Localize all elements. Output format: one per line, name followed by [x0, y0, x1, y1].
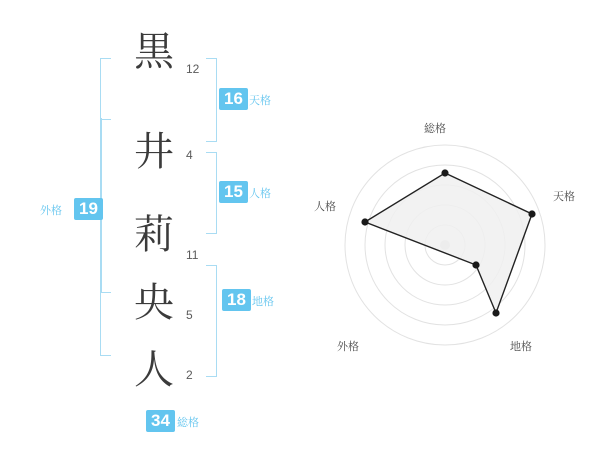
kanji-char-1: 黒 [134, 29, 174, 75]
kaku-value-gaikaku: 19 [74, 198, 103, 220]
name-stroke-panel [0, 0, 300, 470]
bracket-gaikaku-top [100, 58, 111, 120]
radar-label-chikaku: 地格 [510, 340, 532, 353]
radar-point-soukaku [441, 169, 448, 176]
radar-point-tenkaku [528, 210, 535, 217]
stroke-count-1: 12 [186, 62, 200, 76]
kaku-value-chikaku: 18 [222, 289, 251, 311]
radar-label-soukaku: 総格 [424, 122, 446, 135]
radar-label-gaikaku: 外格 [337, 340, 359, 353]
radar-svg [300, 0, 600, 470]
kaku-label-chikaku: 地格 [252, 295, 274, 308]
kanji-char-3: 莉 [134, 212, 174, 258]
stroke-count-5: 2 [186, 368, 193, 382]
kanji-char-5: 人 [134, 347, 174, 393]
kanji-char-4: 央 [134, 280, 174, 326]
radar-label-tenkaku: 天格 [553, 190, 575, 203]
radar-point-chikaku [492, 309, 499, 316]
bracket-tenkaku [206, 58, 217, 142]
bracket-gaikaku-bottom [100, 292, 111, 356]
stroke-count-2: 4 [186, 148, 193, 162]
kaku-value-jinkaku: 15 [219, 181, 248, 203]
kanji-char-2: 井 [134, 129, 174, 175]
radar-point-gaikaku [472, 261, 479, 268]
stroke-count-4: 5 [186, 308, 193, 322]
radar-chart [300, 0, 600, 470]
bracket-jinkaku [206, 152, 217, 234]
radar-label-jinkaku: 人格 [314, 200, 336, 213]
kaku-label-soukaku: 総格 [177, 416, 199, 429]
kaku-label-tenkaku: 天格 [249, 94, 271, 107]
kaku-label-jinkaku: 人格 [249, 187, 271, 200]
stroke-count-3: 11 [186, 248, 199, 262]
bracket-chikaku [206, 265, 217, 377]
kaku-value-tenkaku: 16 [219, 88, 248, 110]
kaku-value-soukaku: 34 [146, 410, 175, 432]
radar-point-jinkaku [361, 218, 368, 225]
kaku-label-gaikaku: 外格 [40, 204, 62, 217]
